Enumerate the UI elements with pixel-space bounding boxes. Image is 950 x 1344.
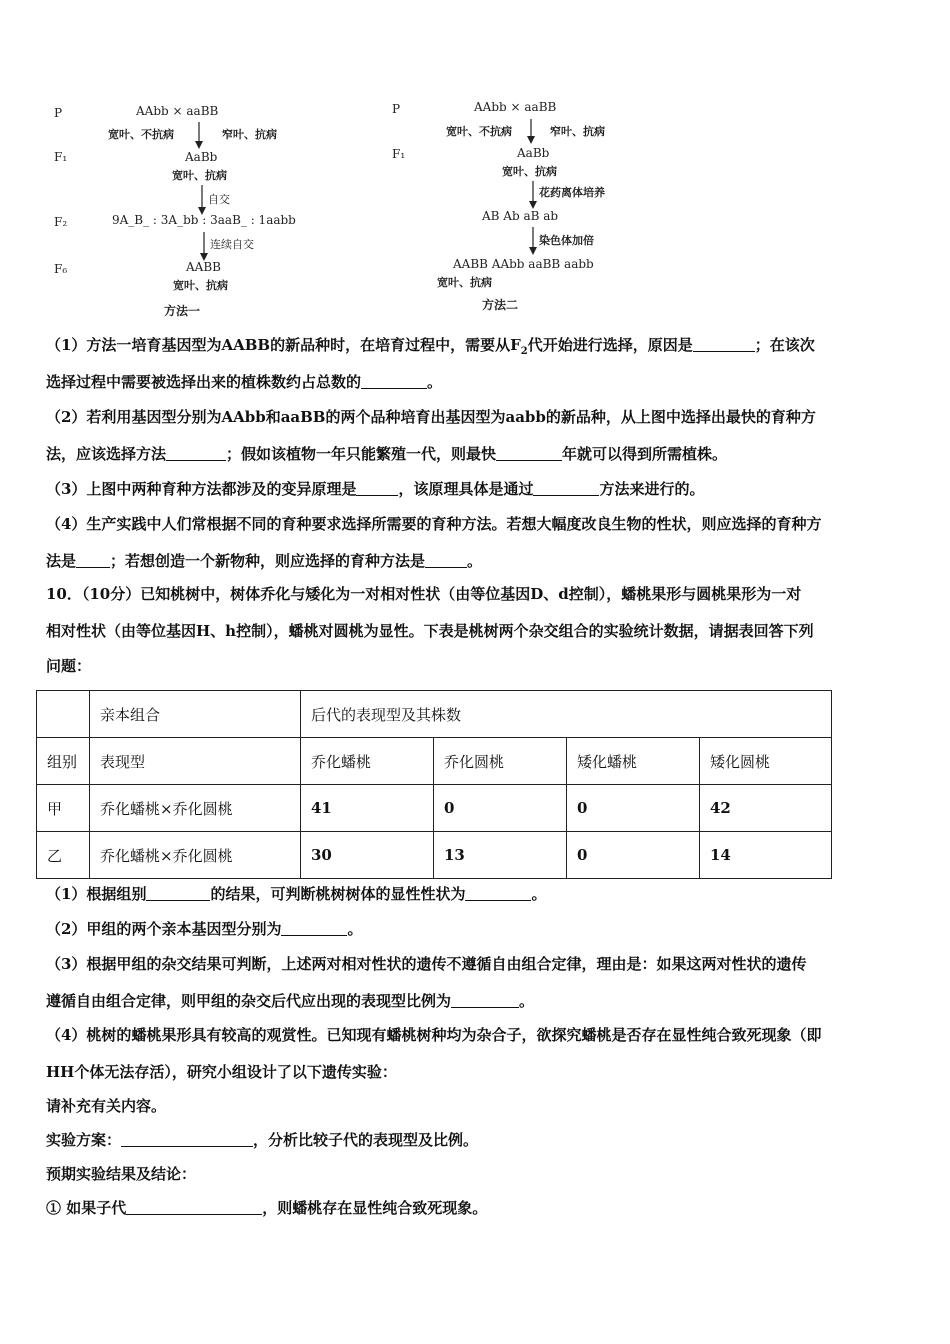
m1-f6-label: F₆: [54, 262, 68, 276]
row-value-1: 30: [301, 832, 434, 879]
m2-f1-trait: 宽叶、抗病: [502, 165, 557, 178]
row-value-4: 42: [700, 785, 832, 832]
table-row: [37, 785, 832, 832]
answer-blank[interactable]: [465, 882, 531, 901]
m1-f2-ratio: 9A_B_ : 3A_bb : 3aaB_ : 1aabb: [112, 213, 296, 227]
row-value-2: 13: [434, 832, 567, 879]
row-value-3: 0: [567, 785, 700, 832]
table-header-col2: 乔化圆桃: [434, 738, 567, 785]
row-cross: 乔化蟠桃×乔化圆桃: [90, 832, 301, 879]
m1-parents-trait-left: 宽叶、不抗病: [108, 128, 174, 141]
answer-blank[interactable]: [76, 549, 110, 568]
q10-intro-line1: 10．（10分）已知桃树中，树体乔化与矮化为一对相对性状（由等位基因D、d控制），蟠桃果形与圆桃果形为一对: [46, 585, 802, 603]
table-header-offspring: 后代的表现型及其株数: [301, 691, 832, 738]
q10-part3-line2: 遵循自由组合定律，则甲组的杂交后代应出现的表现型比例为 。: [46, 983, 908, 1019]
m2-arrowhead-1: [527, 136, 535, 144]
q10-part1: （1）根据组别 的结果，可判断桃树树体的显性性状为 。: [46, 876, 908, 912]
m1-parents-trait-right: 窄叶、抗病: [222, 128, 277, 141]
q10-part2: （2）甲组的两个亲本基因型分别为 。: [46, 911, 908, 947]
m2-f1-label: F₁: [392, 147, 406, 161]
row-value-4: 14: [700, 832, 832, 879]
cross-data-table: [36, 690, 832, 879]
m1-f2-label: F₂: [54, 215, 68, 229]
m2-arrowhead-3: [529, 247, 537, 255]
f2-subscript: 2: [520, 346, 528, 357]
answer-blank[interactable]: [166, 442, 226, 461]
q10-experiment-plan: 实验方案： ，分析比较子代的表现型及比例。: [46, 1122, 908, 1158]
answer-blank[interactable]: [693, 333, 755, 352]
q9-part4-line1: （4）生产实践中人们常根据不同的育种要求选择所需要的育种方法。若想大幅度改良生物的性状，则应选择的育种方: [46, 515, 822, 533]
m2-parents-trait-left: 宽叶、不抗病: [446, 125, 512, 138]
table-header-col1: 乔化蟠桃: [301, 738, 434, 785]
row-cross: 乔化蟠桃×乔化圆桃: [90, 785, 301, 832]
answer-blank[interactable]: [281, 917, 347, 936]
answer-blank[interactable]: [356, 477, 398, 496]
row-value-1: 41: [301, 785, 434, 832]
m2-p-label: P: [392, 102, 401, 116]
m2-f1-genotype: AaBb: [517, 146, 550, 160]
m2-title: 方法二: [482, 298, 519, 312]
answer-blank[interactable]: [451, 989, 519, 1008]
q10-result-one: ① 如果子代 ，则蟠桃存在显性纯合致死现象。: [46, 1190, 908, 1226]
table-row: [37, 832, 832, 879]
q10-expected-results: 预期实验结果及结论：: [46, 1165, 197, 1183]
method-two-diagram: [392, 100, 605, 312]
q9-part3: （3）上图中两种育种方法都涉及的变异原理是 ，该原理具体是通过 方法来进行的。: [46, 471, 908, 507]
m1-f1-label: F₁: [54, 150, 68, 164]
table-header-col4: 矮化圆桃: [700, 738, 832, 785]
m2-step-anther-culture: 花药离体培养: [539, 186, 605, 199]
m2-step-chromosome-doubling: 染色体加倍: [539, 234, 594, 247]
m2-results: AABB AAbb aaBB aabb: [453, 257, 594, 271]
q10-supplement: 请补充有关内容。: [46, 1097, 167, 1115]
row-group: 甲: [37, 785, 90, 832]
m1-f6-genotype: AABB: [186, 260, 221, 274]
m2-result-trait: 宽叶、抗病: [437, 276, 492, 289]
breeding-diagram: [40, 95, 660, 325]
answer-blank[interactable]: [361, 370, 427, 389]
m2-arrowhead-2: [529, 201, 537, 209]
m1-parents: AAbb × aaBB: [136, 104, 219, 118]
q9-part1-line1: （1）方法一培育基因型为AABB的新品种时，在培育过程中，需要从$F_2$代开始进行选择，原因是 ；在该次: [46, 327, 908, 370]
m1-p-label: P: [54, 106, 63, 120]
m2-parents: AAbb × aaBB: [474, 100, 557, 114]
answer-blank[interactable]: [121, 1128, 253, 1147]
q9-part2-line2: 法，应该选择方法 ；假如该植物一年只能繁殖一代，则最快 年就可以得到所需植株。: [46, 436, 908, 472]
table-header-row-1: [37, 691, 832, 738]
answer-blank[interactable]: [126, 1196, 262, 1215]
answer-blank[interactable]: [425, 549, 467, 568]
m2-parents-trait-right: 窄叶、抗病: [550, 125, 605, 138]
m1-title: 方法一: [164, 304, 201, 318]
q10-part3-line1: （3）根据甲组的杂交结果可判断，上述两对相对性状的遗传不遵循自由组合定律，理由是：如果这两对性状的遗传: [46, 955, 807, 973]
q10-intro-line3: 问题：: [46, 657, 92, 675]
table-header-row-2: [37, 738, 832, 785]
table-header-group: 组别: [37, 738, 90, 785]
row-group: 乙: [37, 832, 90, 879]
table-header-phenotype: 表现型: [90, 738, 301, 785]
m1-f1-trait: 宽叶、抗病: [172, 169, 227, 182]
m2-gametes: AB Ab aB ab: [482, 209, 559, 223]
m1-step-continuous: 连续自交: [210, 238, 254, 251]
m1-f6-trait: 宽叶、抗病: [173, 279, 228, 292]
q9-part1-line2: 选择过程中需要被选择出来的植株数约占总数的 。: [46, 364, 908, 400]
row-value-3: 0: [567, 832, 700, 879]
q10-part4-line1: （4）桃树的蟠桃果形具有较高的观赏性。已知现有蟠桃树种均为杂合子，欲探究蟠桃是否存在显性纯合致死现象（即: [46, 1026, 822, 1044]
table-empty-cell: [37, 691, 90, 738]
answer-blank[interactable]: [146, 882, 210, 901]
m1-step-selfing: 自交: [208, 193, 230, 206]
q10-part4-line2: HH个体无法存活），研究小组设计了以下遗传实验：: [46, 1063, 397, 1081]
q10-intro-line2: 相对性状（由等位基因H、h控制），蟠桃对圆桃为显性。下表是桃树两个杂交组合的实验统计数据，请据表回答下列: [46, 622, 814, 640]
table-header-parent: 亲本组合: [90, 691, 301, 738]
table-header-col3: 矮化蟠桃: [567, 738, 700, 785]
answer-blank[interactable]: [533, 477, 599, 496]
q9-part2-line1: （2）若利用基因型分别为AAbb和aaBB的两个品种培育出基因型为aabb的新品种，从上图中选择出最快的育种方: [46, 408, 816, 426]
q9-part4-line2: 法是 ；若想创造一个新物种，则应选择的育种方法是 。: [46, 543, 908, 579]
answer-blank[interactable]: [496, 442, 562, 461]
method-one-diagram: [54, 104, 296, 318]
row-value-2: 0: [434, 785, 567, 832]
m1-f1-genotype: AaBb: [185, 150, 218, 164]
m1-arrowhead-1: [195, 141, 203, 149]
